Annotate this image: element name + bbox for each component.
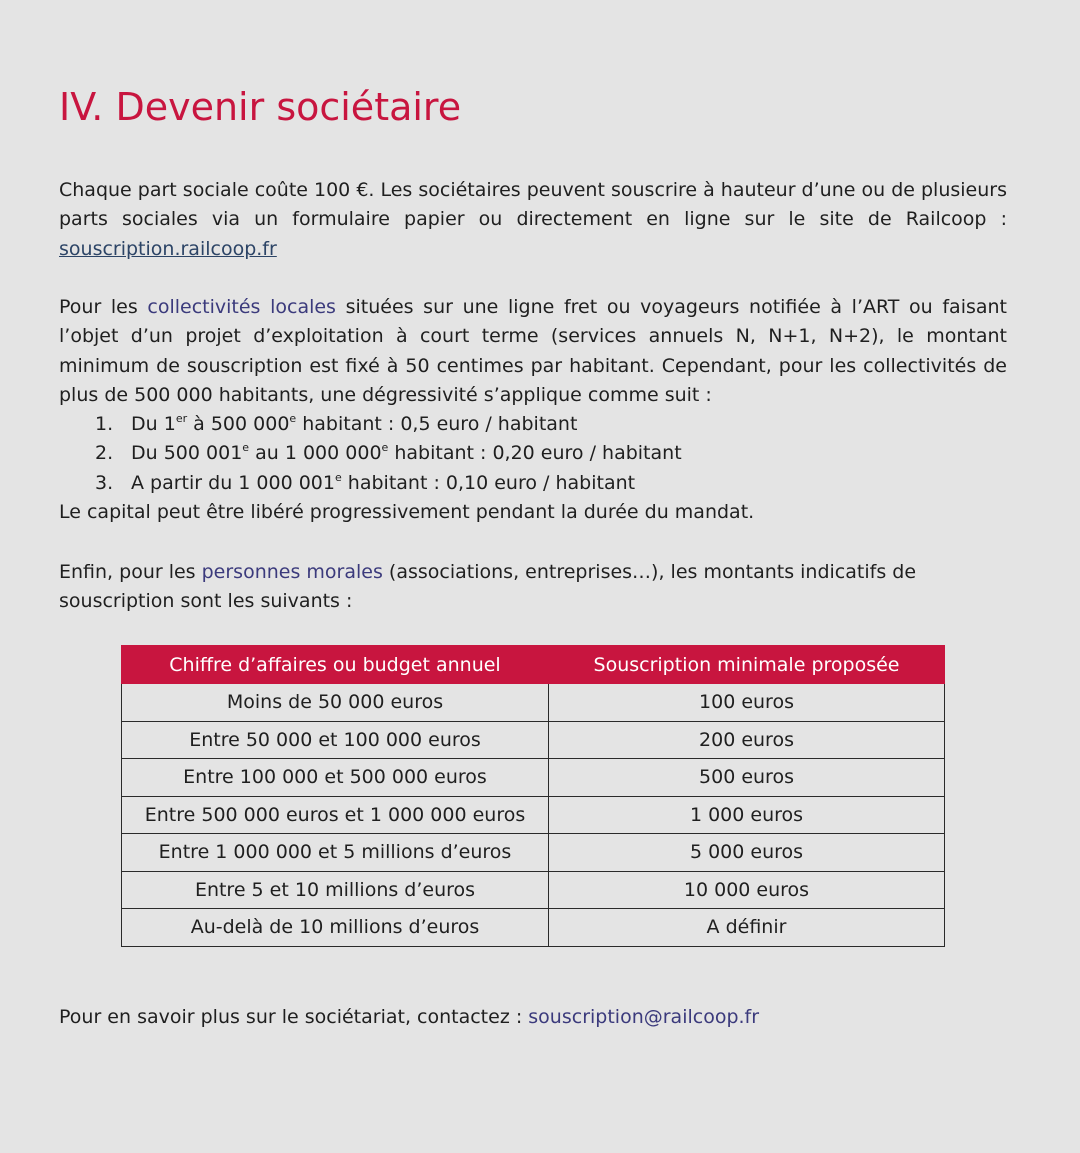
list-item-text: à 500 000 <box>187 413 290 436</box>
list-item <box>95 469 1007 498</box>
list-item-text: A partir du 1 000 001 <box>131 471 335 494</box>
list-item-text: Du 500 001 <box>131 442 243 465</box>
table-cell-subscription: 200 euros <box>549 721 945 759</box>
table-cell-subscription: 10 000 euros <box>549 871 945 909</box>
header-revenue: Chiffre d’affaires ou budget annuel <box>122 646 549 684</box>
list-item-sup: e <box>334 470 342 484</box>
list-item-text: habitant : 0,20 euro / habitant <box>388 442 682 465</box>
list-item-text: habitant : 0,10 euro / habitant <box>341 471 636 494</box>
table-header-row <box>122 646 945 684</box>
table-cell-subscription: 1 000 euros <box>549 796 945 834</box>
table-cell-subscription: 5 000 euros <box>549 834 945 872</box>
list-item <box>95 439 1007 468</box>
list-item-sup: er <box>175 412 188 426</box>
header-minimum-subscription: Souscription minimale proposée <box>549 646 945 684</box>
list-item-text: au 1 000 000 <box>249 442 382 465</box>
capital-note: Le capital peut être libéré progressivement pendant la durée du mandat. <box>59 501 755 524</box>
collectivites-intro-before: Pour les <box>59 296 148 318</box>
table-cell-revenue: Entre 50 000 et 100 000 euros <box>122 721 549 759</box>
table-row <box>122 871 945 909</box>
paragraph-part-price <box>59 176 1007 264</box>
table-row <box>122 796 945 834</box>
table-row <box>122 834 945 872</box>
subscription-table <box>121 645 945 947</box>
list-item-sup: e <box>242 441 250 455</box>
table-cell-revenue: Entre 1 000 000 et 5 millions d’euros <box>122 834 549 872</box>
degressivity-list <box>59 410 1007 498</box>
paragraph-part-price-text: Chaque part sociale coûte 100 €. Les sociétaires peuvent souscrire à hauteur d’une ou de plusieurs parts sociales via un formulaire papier ou directement en ligne sur le site de Railcoop : <box>59 179 1007 231</box>
table-cell-subscription: 500 euros <box>549 759 945 797</box>
paragraph-collectivites <box>59 293 1007 527</box>
list-item-number: 2. <box>95 442 114 465</box>
table-cell-subscription: A définir <box>549 909 945 947</box>
table-cell-revenue: Entre 500 000 euros et 1 000 000 euros <box>122 796 549 834</box>
table-cell-revenue: Moins de 50 000 euros <box>122 684 549 722</box>
table-cell-revenue: Entre 5 et 10 millions d’euros <box>122 871 549 909</box>
collectivites-locales-highlight: collectivités locales <box>147 296 336 318</box>
paragraph-contact <box>59 1003 1007 1032</box>
list-item-sup: e <box>289 412 297 426</box>
contact-text: Pour en savoir plus sur le sociétariat, contactez : <box>59 1006 529 1028</box>
souscription-link[interactable]: souscription.railcoop.fr <box>59 237 277 260</box>
table-cell-revenue: Au-delà de 10 millions d’euros <box>122 909 549 947</box>
list-item-sup: e <box>381 441 389 455</box>
personnes-morales-after: (associations, entreprises…), les montants indicatifs de souscription sont les suivants : <box>59 561 917 613</box>
paragraph-personnes-morales <box>59 558 1007 617</box>
section-heading: IV. Devenir sociétaire <box>59 85 462 129</box>
list-item-number: 3. <box>95 471 114 494</box>
list-item <box>95 410 1007 439</box>
collectivites-intro-after: situées sur une ligne fret ou voyageurs notifiée à l’ART ou faisant l’objet d’un projet d’exploitation à court terme (services annuels N, N+1, N+2), le montant minimum de souscription est fixé à 50 centimes par habitant. Cependant, pour les collectivités de plus de 500 000 habitants, une dégressivité s’applique comme suit : <box>59 296 1008 406</box>
collectivites-intro <box>59 293 1007 410</box>
list-item-number: 1. <box>95 413 114 436</box>
table-row <box>122 759 945 797</box>
table-cell-subscription: 100 euros <box>549 684 945 722</box>
table-row <box>122 684 945 722</box>
contact-email-link[interactable]: souscription@railcoop.fr <box>528 1006 760 1028</box>
table-row <box>122 721 945 759</box>
list-item-text: habitant : 0,5 euro / habitant <box>296 413 578 436</box>
list-item-text: Du 1 <box>131 413 176 436</box>
personnes-morales-highlight: personnes morales <box>201 561 383 583</box>
table-row <box>122 909 945 947</box>
table-cell-revenue: Entre 100 000 et 500 000 euros <box>122 759 549 797</box>
personnes-morales-before: Enfin, pour les <box>59 561 202 583</box>
